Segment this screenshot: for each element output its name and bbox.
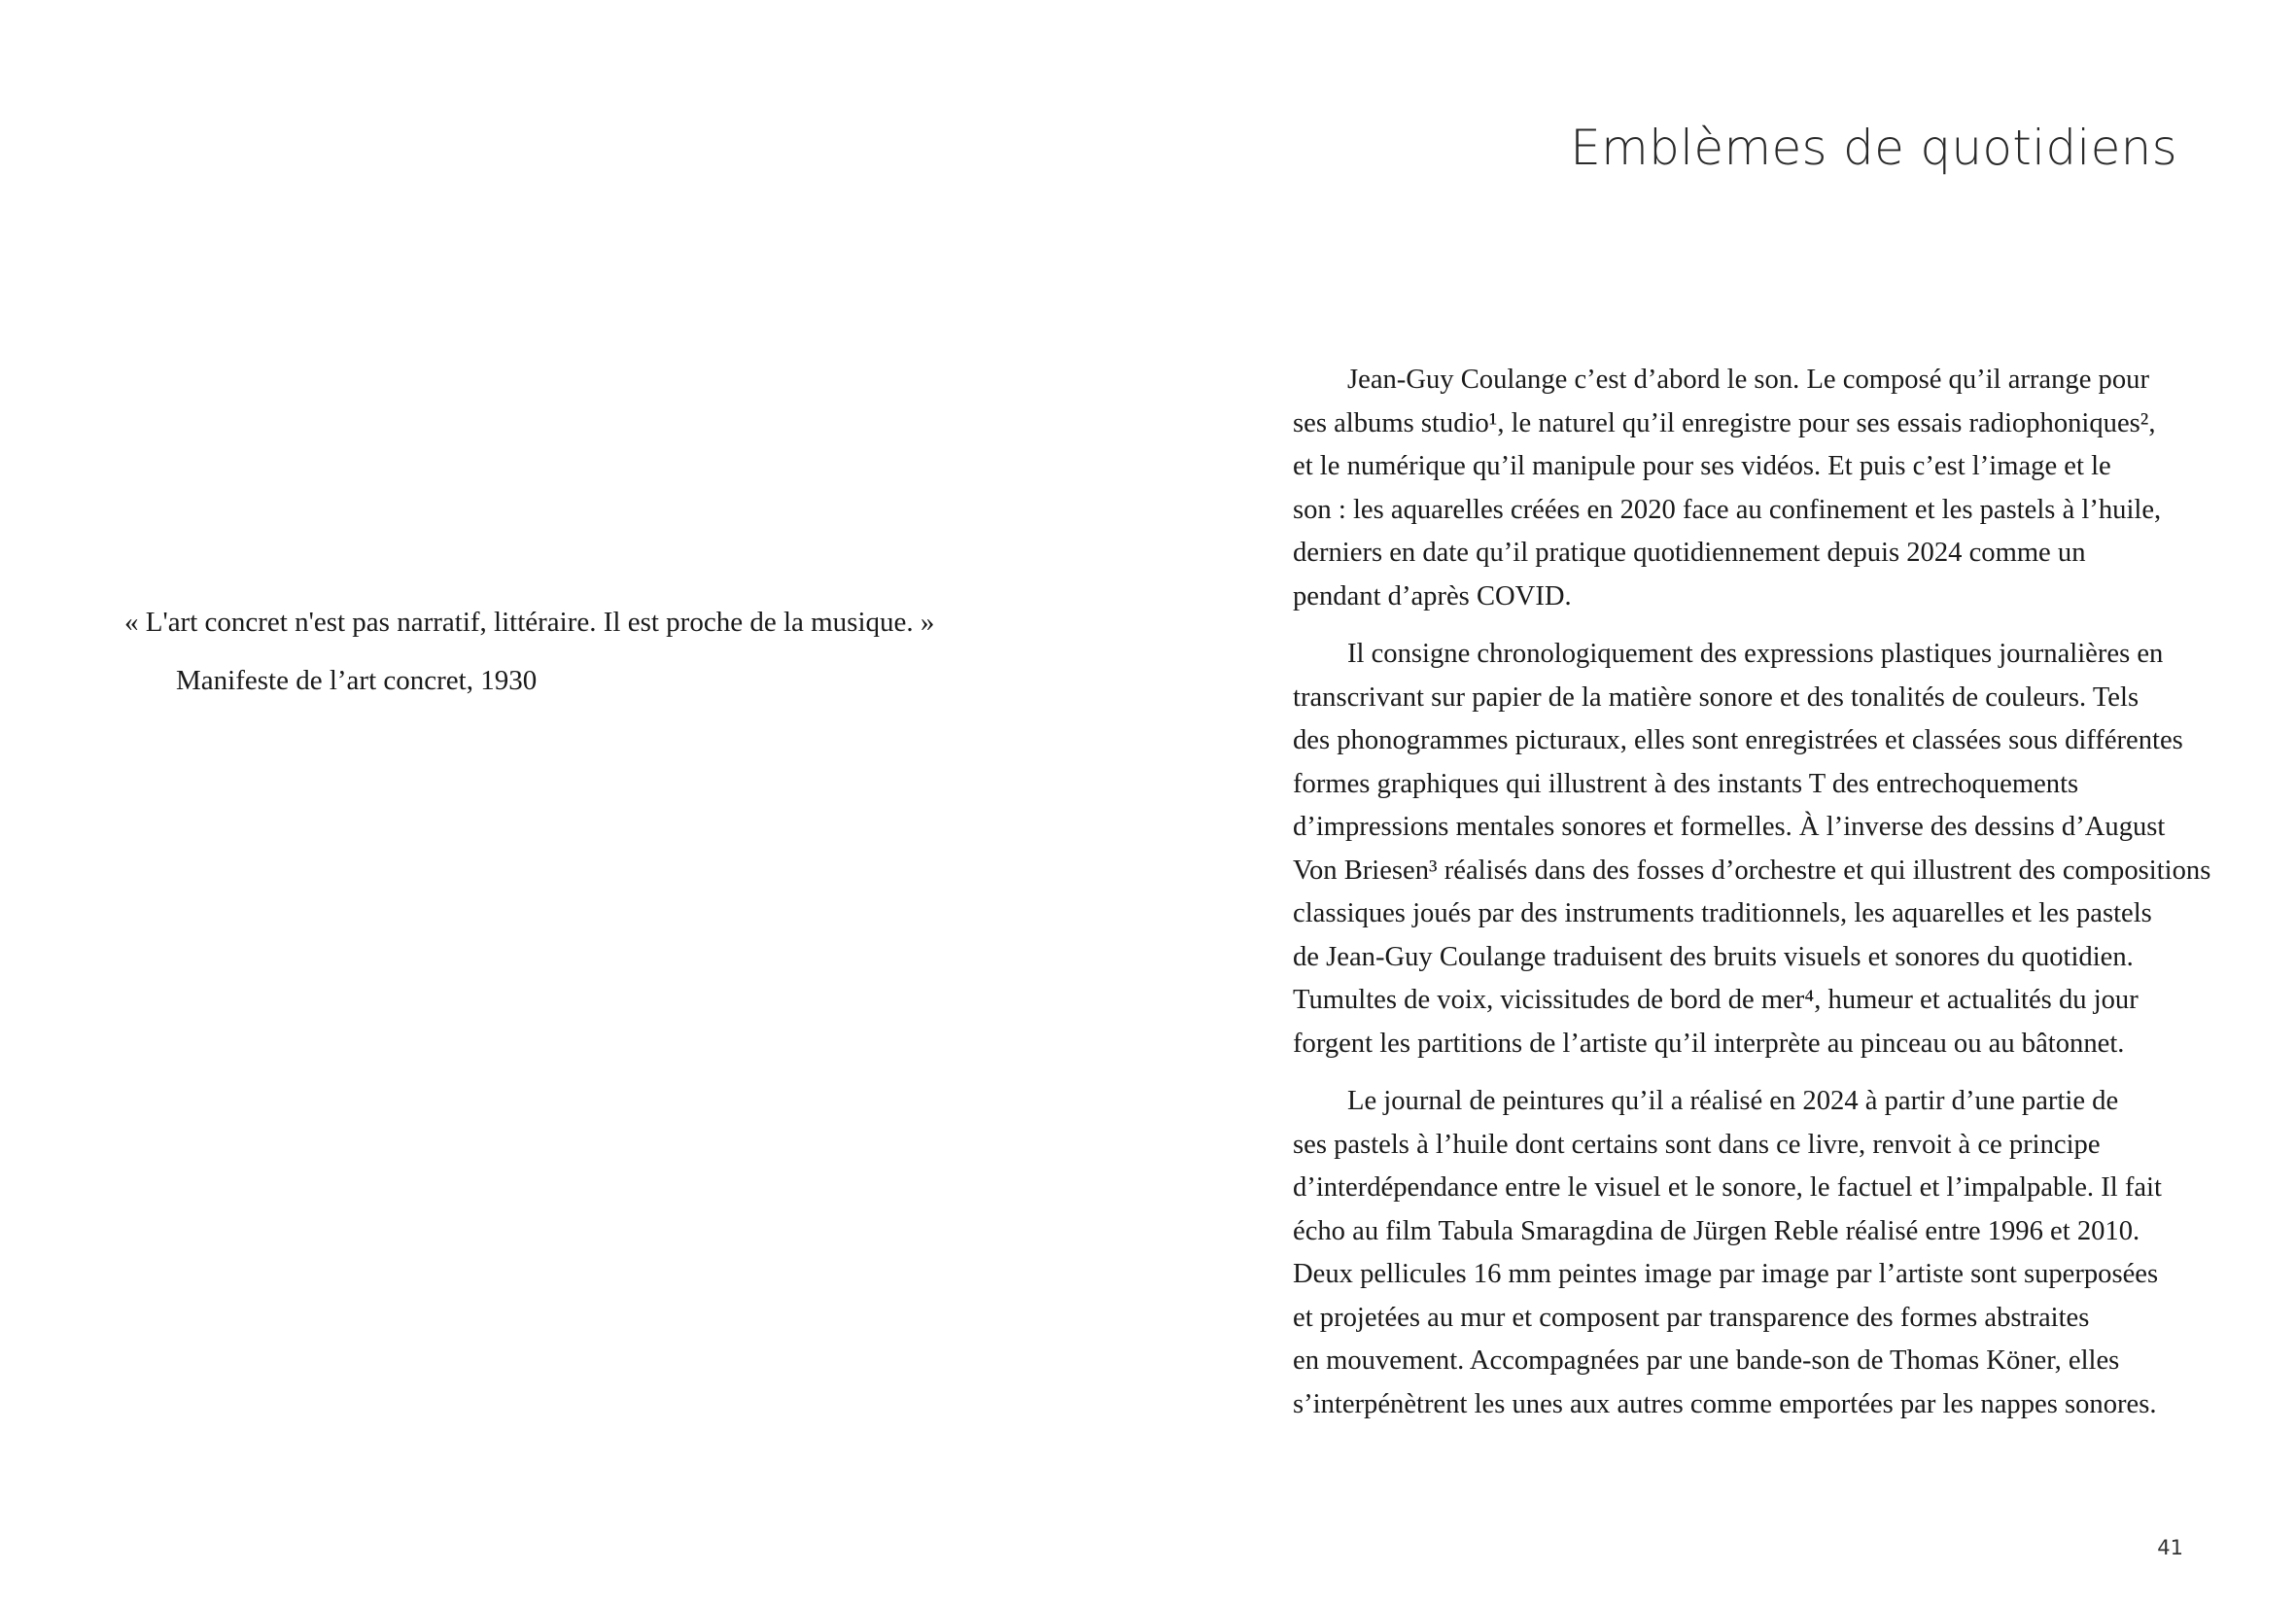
- page-number: 41: [2157, 1536, 2183, 1559]
- body-text: [1293, 359, 2211, 1441]
- text-line: son : les aquarelles créées en 2020 face au confinement et les pastels à l’huile,: [1293, 494, 2162, 525]
- text-line: Jean-Guy Coulange c’est d’abord le son. Le composé qu’il arrange pour: [1347, 365, 2149, 395]
- epigraph-quote: « L'art concret n'est pas narratif, littéraire. Il est proche de la musique. »: [124, 607, 935, 638]
- text-line: formes graphiques qui illustrent à des instants T des entrechoquements: [1293, 768, 2079, 799]
- paragraph-3: [1293, 1080, 2179, 1426]
- text-line: et projetées au mur et composent par transparence des formes abstraites: [1293, 1302, 2090, 1333]
- text-line: en mouvement. Accompagnées par une bande-son de Thomas Köner, elles: [1293, 1345, 2120, 1376]
- epigraph-source: Manifeste de l’art concret, 1930: [176, 665, 538, 696]
- text-line: forgent les partitions de l’artiste qu’il interprète au pinceau ou au bâtonnet.: [1293, 1028, 2125, 1059]
- text-line: de Jean-Guy Coulange traduisent des bruits visuels et sonores du quotidien.: [1293, 941, 2134, 972]
- text-line: pendant d’après COVID.: [1293, 580, 1572, 611]
- text-line: derniers en date qu’il pratique quotidiennement depuis 2024 comme un: [1293, 538, 2086, 568]
- text-line: classiques joués par des instruments traditionnels, les aquarelles et les pastels: [1293, 898, 2152, 928]
- paragraph-2: [1293, 633, 2211, 1066]
- text-line: des phonogrammes picturaux, elles sont enregistrées et classées sous différentes: [1293, 725, 2183, 755]
- chapter-title: Emblèmes de quotidiens: [1570, 120, 2177, 176]
- text-line: Von Briesen³ réalisés dans des fosses d’orchestre et qui illustrent des compositions: [1293, 855, 2211, 886]
- text-line: s’interpénètrent les unes aux autres comme emportées par les nappes sonores.: [1293, 1388, 2157, 1419]
- text-line: Il consigne chronologiquement des expressions plastiques journalières en: [1347, 639, 2164, 669]
- text-line: ses pastels à l’huile dont certains sont dans ce livre, renvoit à ce principe: [1293, 1129, 2101, 1160]
- text-line: ses albums studio¹, le naturel qu’il enregistre pour ses essais radiophoniques²,: [1293, 407, 2156, 438]
- text-line: d’impressions mentales sonores et formelles. À l’inverse des dessins d’August: [1293, 812, 2166, 842]
- text-line: d’interdépendance entre le visuel et le sonore, le factuel et l’impalpable. Il fait: [1293, 1172, 2162, 1203]
- paragraph-1: [1293, 359, 2179, 618]
- text-line: et le numérique qu’il manipule pour ses vidéos. Et puis c’est l’image et le: [1293, 451, 2111, 481]
- text-line: Le journal de peintures qu’il a réalisé en 2024 à partir d’une partie de: [1347, 1086, 2119, 1116]
- text-line: transcrivant sur papier de la matière sonore et des tonalités de couleurs. Tels: [1293, 681, 2139, 713]
- text-line: Tumultes de voix, vicissitudes de bord de mer⁴, humeur et actualités du jour: [1293, 985, 2139, 1015]
- text-line: Deux pellicules 16 mm peintes image par image par l’artiste sont superposées: [1293, 1259, 2159, 1289]
- text-line: écho au film Tabula Smaragdina de Jürgen Reble réalisé entre 1996 et 2010.: [1293, 1215, 2140, 1246]
- epigraph: [124, 601, 980, 702]
